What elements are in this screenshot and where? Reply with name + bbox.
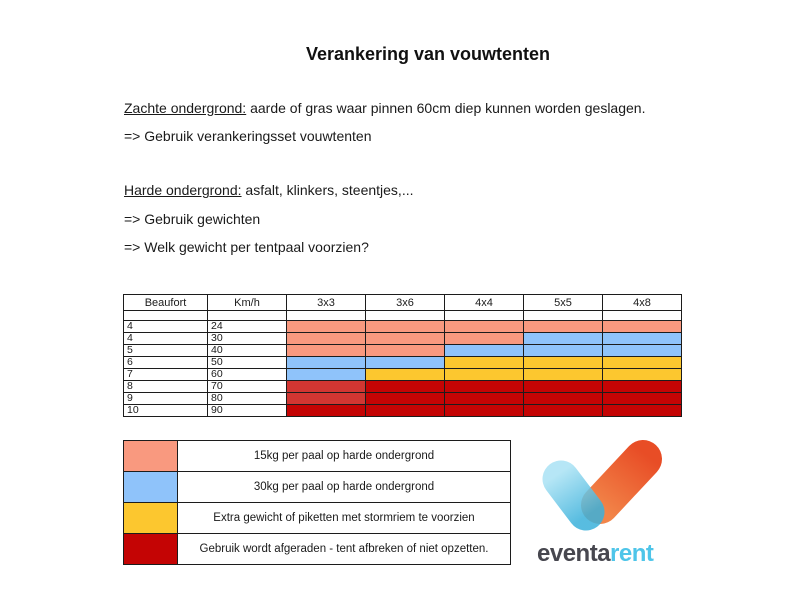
value-cell: 8 <box>124 381 208 393</box>
value-cell: 60 <box>208 369 287 381</box>
value-cell: 40 <box>208 345 287 357</box>
color-cell-red <box>445 405 524 417</box>
color-cell-salmon <box>287 321 366 333</box>
legend-swatch-salmon <box>124 441 178 472</box>
value-cell: 4 <box>124 333 208 345</box>
color-cell-salmon <box>445 321 524 333</box>
legend-text: 15kg per paal op harde ondergrond <box>178 441 511 472</box>
color-cell-salmon <box>287 345 366 357</box>
color-cell-red <box>603 381 682 393</box>
color-cell-salmon <box>445 333 524 345</box>
hard-ground-label: Harde ondergrond: <box>124 182 242 198</box>
color-cell-blue <box>445 345 524 357</box>
legend-swatch-yellow <box>124 503 178 534</box>
column-header: 5x5 <box>524 295 603 311</box>
logo-text-rent: rent <box>610 540 654 567</box>
legend-row <box>124 441 511 472</box>
color-cell-blue <box>524 345 603 357</box>
table-row <box>124 405 682 417</box>
color-cell-red <box>524 405 603 417</box>
color-cell-yellow <box>445 369 524 381</box>
color-cell-lightred <box>287 381 366 393</box>
value-cell: 80 <box>208 393 287 405</box>
color-cell-blue <box>603 333 682 345</box>
logo-wordmark <box>533 540 683 568</box>
column-header: 4x4 <box>445 295 524 311</box>
color-cell-yellow <box>524 369 603 381</box>
spacer-cell <box>603 311 682 321</box>
value-cell: 5 <box>124 345 208 357</box>
color-cell-yellow <box>603 357 682 369</box>
color-cell-salmon <box>287 333 366 345</box>
soft-ground-label: Zachte ondergrond: <box>124 100 247 116</box>
table-row <box>124 369 682 381</box>
spacer-cell <box>287 311 366 321</box>
color-cell-yellow <box>366 369 445 381</box>
legend-row <box>124 503 511 534</box>
legend-text: 30kg per paal op harde ondergrond <box>178 472 511 503</box>
spacer-cell <box>524 311 603 321</box>
legend-swatch-blue <box>124 472 178 503</box>
value-cell: 6 <box>124 357 208 369</box>
color-cell-salmon <box>524 321 603 333</box>
legend-row <box>124 534 511 565</box>
color-cell-salmon <box>366 333 445 345</box>
hard-ground-text: asfalt, klinkers, steentjes,... <box>241 182 414 198</box>
soft-ground-action: => Gebruik verankeringsset vouwtenten <box>124 128 372 144</box>
color-cell-yellow <box>603 369 682 381</box>
spacer-cell <box>208 311 287 321</box>
color-cell-blue <box>603 345 682 357</box>
value-cell: 24 <box>208 321 287 333</box>
column-header: 4x8 <box>603 295 682 311</box>
legend-text: Gebruik wordt afgeraden - tent afbreken of niet opzetten. <box>178 534 511 565</box>
soft-ground-text: aarde of gras waar pinnen 60cm diep kunnen worden geslagen. <box>246 100 646 116</box>
value-cell: 50 <box>208 357 287 369</box>
table-row <box>124 321 682 333</box>
color-cell-blue <box>287 357 366 369</box>
table-row <box>124 381 682 393</box>
color-cell-salmon <box>366 345 445 357</box>
value-cell: 30 <box>208 333 287 345</box>
legend-text: Extra gewicht of piketten met stormriem te voorzien <box>178 503 511 534</box>
spacer-row <box>124 311 682 321</box>
value-cell: 9 <box>124 393 208 405</box>
color-cell-yellow <box>445 357 524 369</box>
spacer-cell <box>124 311 208 321</box>
value-cell: 10 <box>124 405 208 417</box>
column-header: Km/h <box>208 295 287 311</box>
legend-table <box>123 440 511 565</box>
logo-checkmark-icon <box>533 430 673 535</box>
color-cell-red <box>603 393 682 405</box>
hard-ground-line <box>124 182 414 198</box>
soft-ground-line <box>124 100 645 116</box>
spacer-cell <box>445 311 524 321</box>
legend-swatch-red <box>124 534 178 565</box>
hard-ground-action-2: => Welk gewicht per tentpaal voorzien? <box>124 239 369 255</box>
spacer-cell <box>366 311 445 321</box>
eventarent-logo <box>533 430 683 568</box>
color-cell-red <box>366 405 445 417</box>
color-cell-blue <box>524 333 603 345</box>
color-cell-red <box>445 393 524 405</box>
color-cell-red <box>603 405 682 417</box>
value-cell: 70 <box>208 381 287 393</box>
table-body <box>124 311 682 417</box>
table-row <box>124 345 682 357</box>
color-cell-blue <box>287 369 366 381</box>
value-cell: 7 <box>124 369 208 381</box>
color-cell-red <box>366 393 445 405</box>
table-row <box>124 357 682 369</box>
color-cell-red <box>366 381 445 393</box>
color-cell-red <box>524 393 603 405</box>
column-header: 3x6 <box>366 295 445 311</box>
color-cell-salmon <box>603 321 682 333</box>
table-row <box>124 333 682 345</box>
value-cell: 4 <box>124 321 208 333</box>
value-cell: 90 <box>208 405 287 417</box>
logo-text-eventa: eventa <box>537 540 611 567</box>
hard-ground-action-1: => Gebruik gewichten <box>124 211 261 227</box>
column-header: 3x3 <box>287 295 366 311</box>
color-cell-blue <box>366 357 445 369</box>
color-cell-yellow <box>524 357 603 369</box>
color-cell-lightred <box>287 393 366 405</box>
page-title: Verankering van vouwtenten <box>305 44 551 64</box>
legend-body <box>124 441 511 565</box>
color-cell-red <box>524 381 603 393</box>
column-header: Beaufort <box>124 295 208 311</box>
legend-row <box>124 472 511 503</box>
color-cell-red <box>287 405 366 417</box>
color-cell-red <box>445 381 524 393</box>
color-cell-salmon <box>366 321 445 333</box>
table-header-row <box>124 295 682 311</box>
table-row <box>124 393 682 405</box>
wind-weight-table <box>123 294 682 417</box>
